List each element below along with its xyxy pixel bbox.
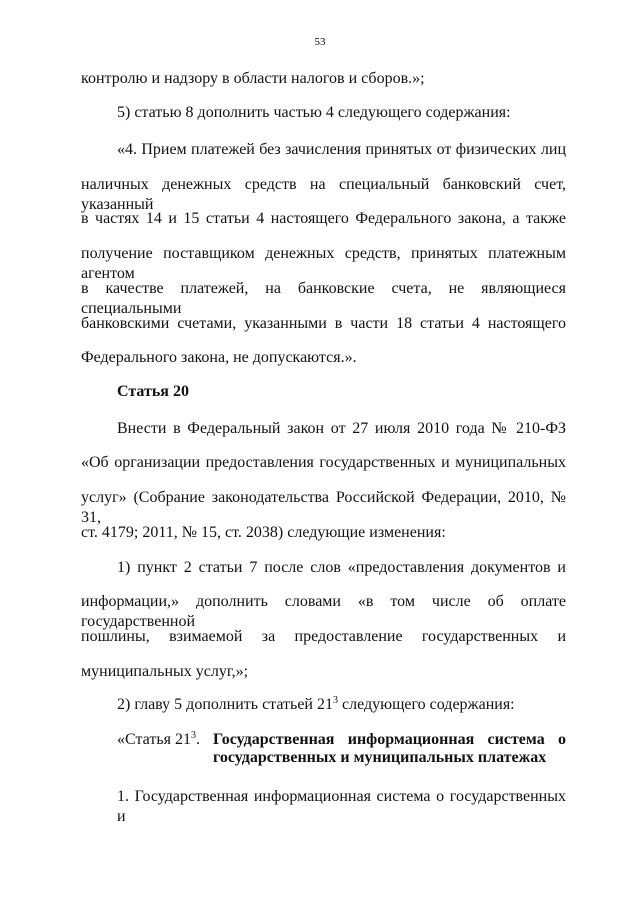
superscript: 3 bbox=[333, 695, 338, 706]
item2-text-end: следующего содержания: bbox=[338, 696, 515, 713]
article-21-3-title bbox=[213, 731, 566, 767]
paragraph-line: наличных денежных средств на специальный банковский счет, указанный bbox=[81, 176, 566, 213]
article-label-text: «Статья 21 bbox=[117, 731, 191, 748]
paragraph-line: 1. Государственная информационная система о государственных и bbox=[117, 788, 566, 825]
superscript: 3 bbox=[190, 730, 196, 741]
paragraph-line: 1) пункт 2 статьи 7 после слов «предоставления документов и bbox=[117, 559, 566, 576]
article-title-line: Государственная информационная система о bbox=[213, 731, 566, 748]
paragraph-line bbox=[117, 695, 566, 715]
paragraph-line: в частях 14 и 15 статьи 4 настоящего Федерального закона, а также bbox=[81, 210, 566, 227]
paragraph-line: ст. 4179; 2011, № 15, ст. 2038) следующие изменения: bbox=[81, 524, 446, 541]
article-title-line: государственных и муниципальных платежах bbox=[213, 749, 547, 766]
page-number: 53 bbox=[314, 36, 326, 48]
paragraph-line: Внести в Федеральный закон от 27 июля 2010 года № 210-ФЗ bbox=[117, 420, 566, 437]
paragraph-line: получение поставщиком денежных средств, принятых платежным агентом bbox=[81, 245, 566, 282]
article-21-3-label bbox=[117, 730, 200, 750]
article-label-dot: . bbox=[195, 731, 200, 748]
paragraph-line: пошлины, взимаемой за предоставление государственных и bbox=[81, 628, 566, 645]
item2-text: 2) главу 5 дополнить статьей 21 bbox=[117, 696, 333, 713]
paragraph-line: в качестве платежей, на банковские счета, не являющиеся специальными bbox=[81, 280, 566, 317]
paragraph-line: информации,» дополнить словами «в том числе об оплате государственной bbox=[81, 593, 566, 630]
paragraph-line: контролю и надзору в области налогов и сборов.»; bbox=[81, 70, 425, 87]
paragraph-line: «4. Прием платежей без зачисления принятых от физических лиц bbox=[117, 141, 566, 158]
paragraph-line: «Об организации предоставления государственных и муниципальных bbox=[81, 454, 566, 471]
paragraph-line: муниципальных услуг,»; bbox=[81, 663, 249, 680]
paragraph-line: 5) статью 8 дополнить частью 4 следующего содержания: bbox=[117, 104, 511, 121]
paragraph-line: Федерального закона, не допускаются.». bbox=[81, 349, 357, 366]
article-20-heading: Статья 20 bbox=[117, 383, 189, 400]
paragraph-line: услуг» (Собрание законодательства Российской Федерации, 2010, № 31, bbox=[81, 489, 566, 526]
paragraph-line: банковскими счетами, указанными в части 18 статьи 4 настоящего bbox=[81, 315, 566, 332]
